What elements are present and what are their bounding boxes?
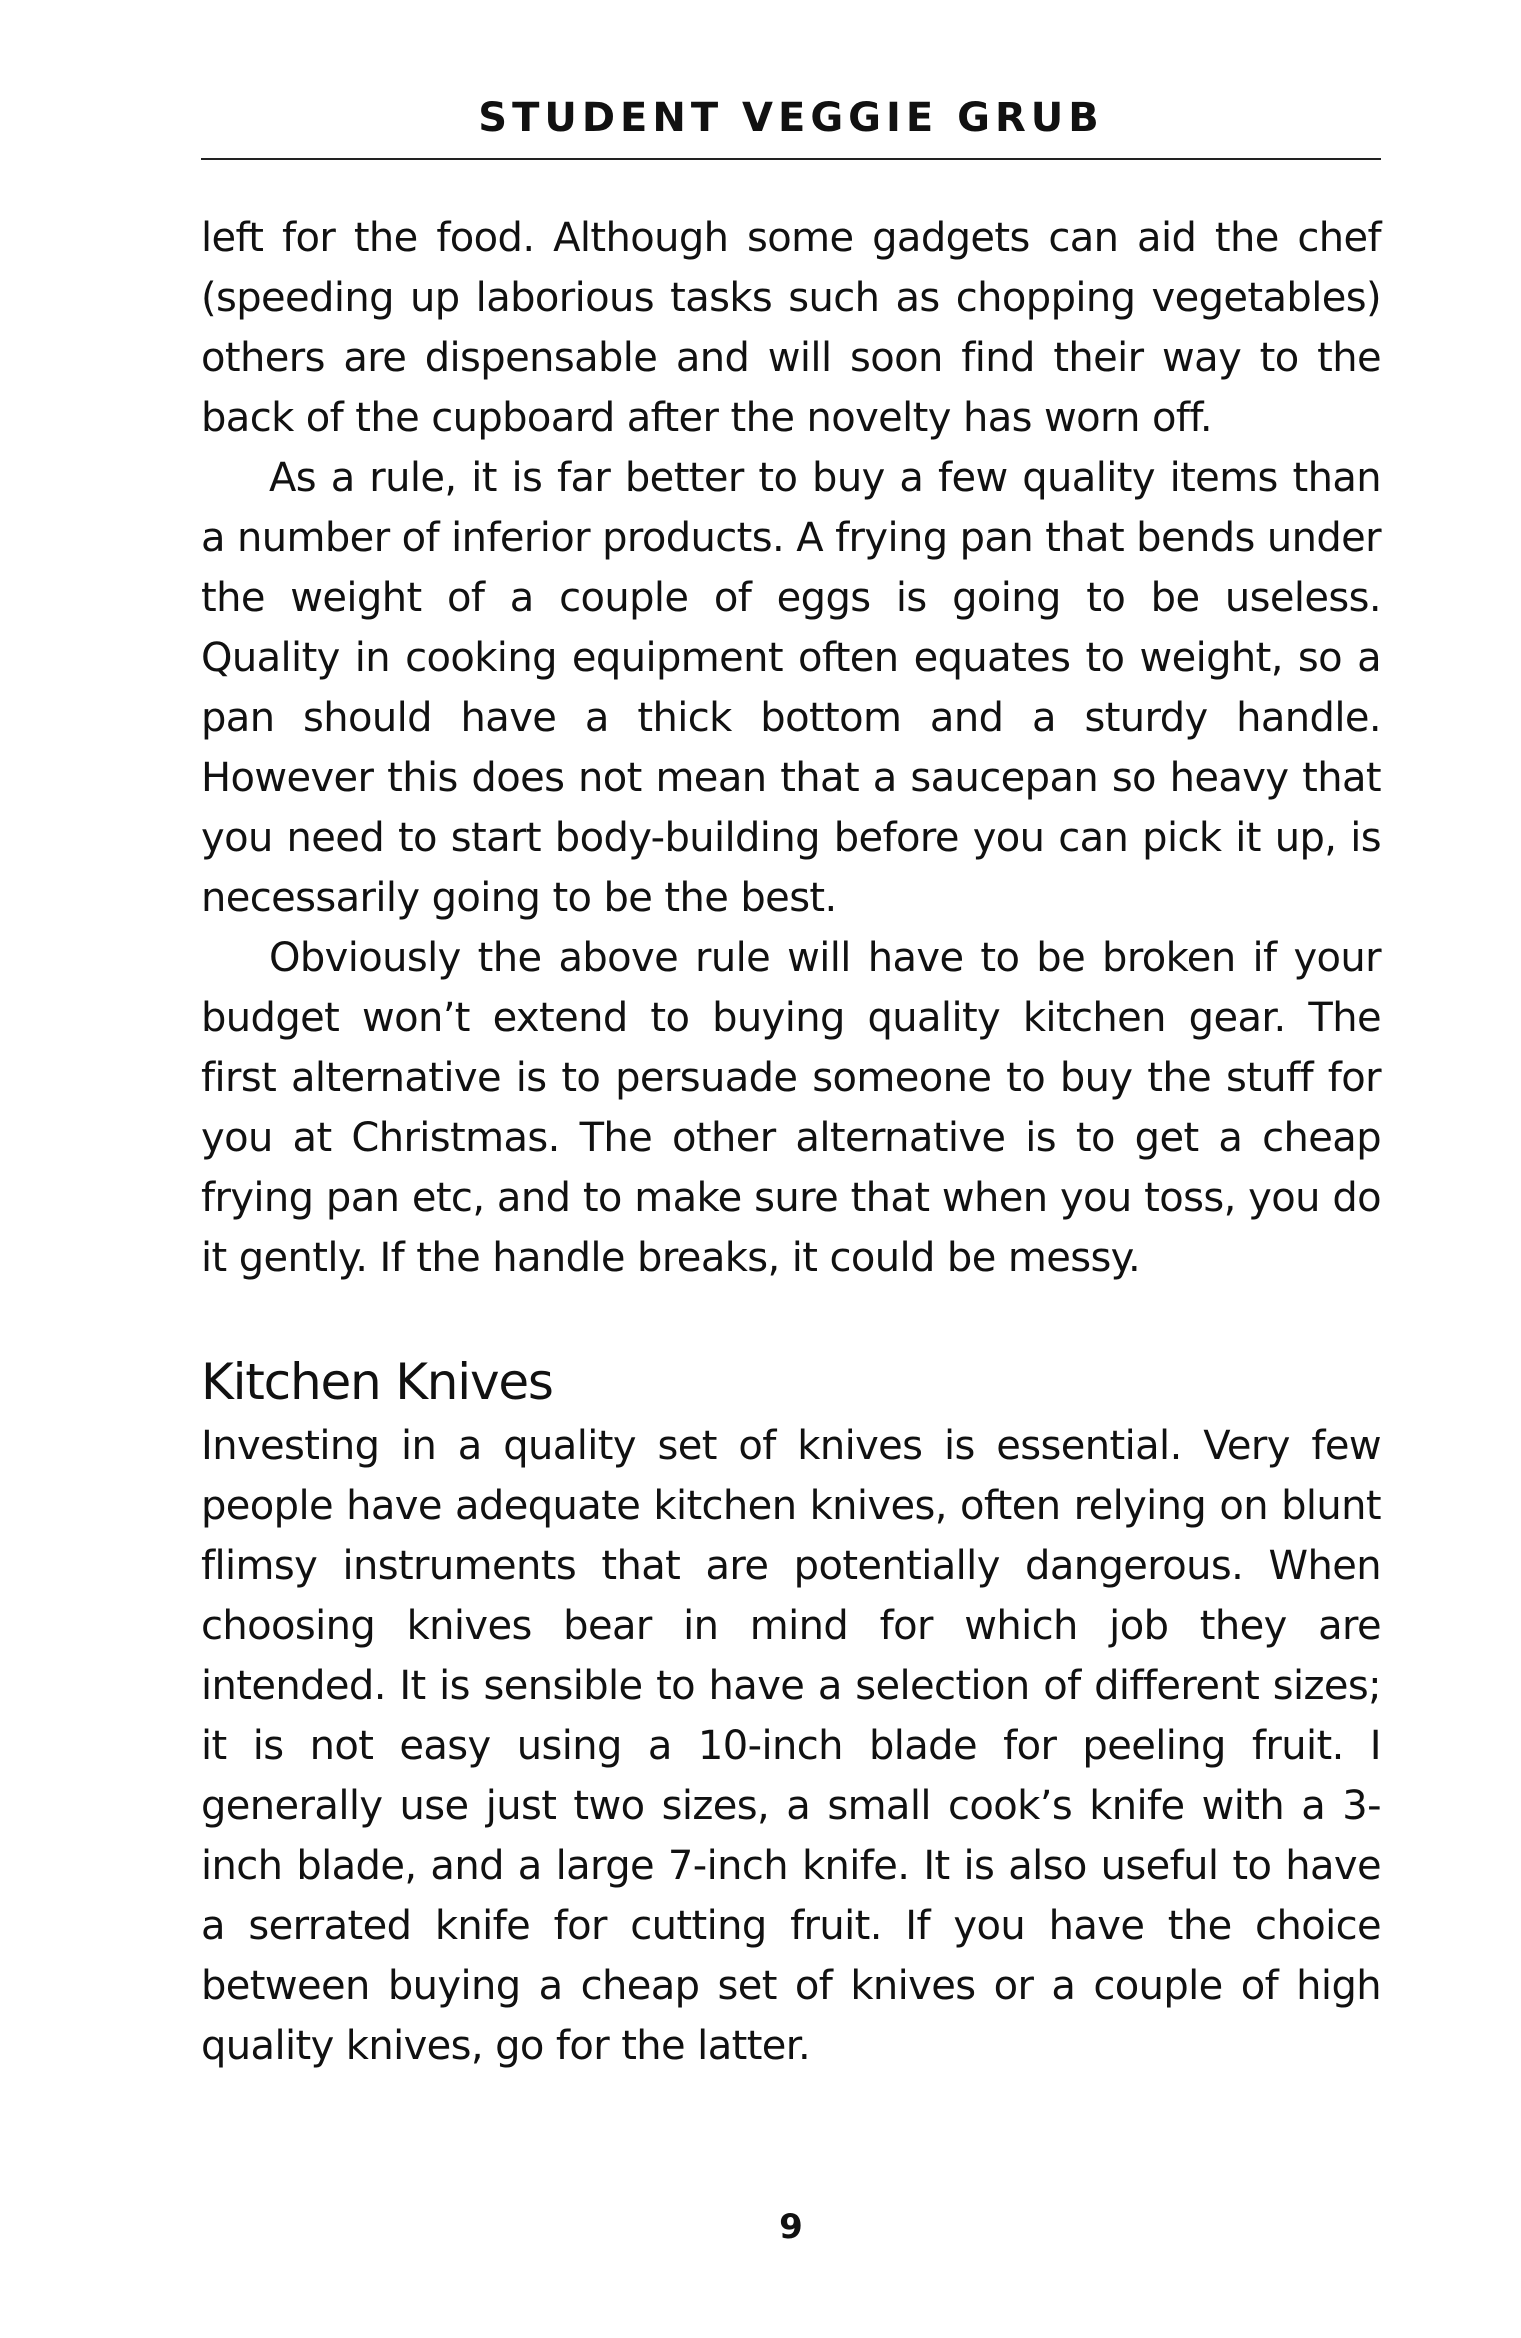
- header-rule: [201, 158, 1381, 160]
- paragraph-budget: Obviously the above rule will have to be broken if your budget won’t extend to buying quality kitchen gear. The first alternative is to persuade someone to buy the stuff for you at Christmas. The other alternative is to get a cheap frying pan etc, and to make sure that when you toss, you do it gently. If the handle breaks, it could be messy.: [201, 935, 1381, 1281]
- body-text: [201, 208, 1381, 2076]
- paragraph-knives: Investing in a quality set of knives is essential. Very few people have adequate kitchen knives, often relying on blunt flimsy instruments that are potentially dangerous. When choosing knives bear in mind for which job they are intended. It is sensible to have a selection of different sizes; it is not easy using a 10-inch blade for peeling fruit. I generally use just two sizes, a small cook’s knife with a 3-inch blade, and a large 7-inch knife. It is also useful to have a serrated knife for cutting fruit. If you have the choice between buying a cheap set of knives or a couple of high quality knives, go for the latter.: [201, 1423, 1381, 2069]
- section-heading-kitchen-knives: Kitchen Knives: [201, 1353, 553, 1411]
- paragraph-quality-rule: As a rule, it is far better to buy a few quality items than a number of inferior products. A frying pan that bends under the weight of a couple of eggs is going to be useless. Quality in cooking equipment often equates to weight, so a pan should have a thick bottom and a sturdy handle. However this does not mean that a saucepan so heavy that you need to start body-building before you can pick it up, is necessarily going to be the best.: [201, 455, 1381, 921]
- running-head-title: STUDENT VEGGIE GRUB: [478, 95, 1104, 141]
- page-number: 9: [779, 2207, 803, 2247]
- paragraph-continued: left for the food. Although some gadgets can aid the chef (speeding up laborious tasks such as chopping vegetables) others are dispensable and will soon find their way to the back of the cupboard after the novelty has worn off.: [201, 215, 1381, 441]
